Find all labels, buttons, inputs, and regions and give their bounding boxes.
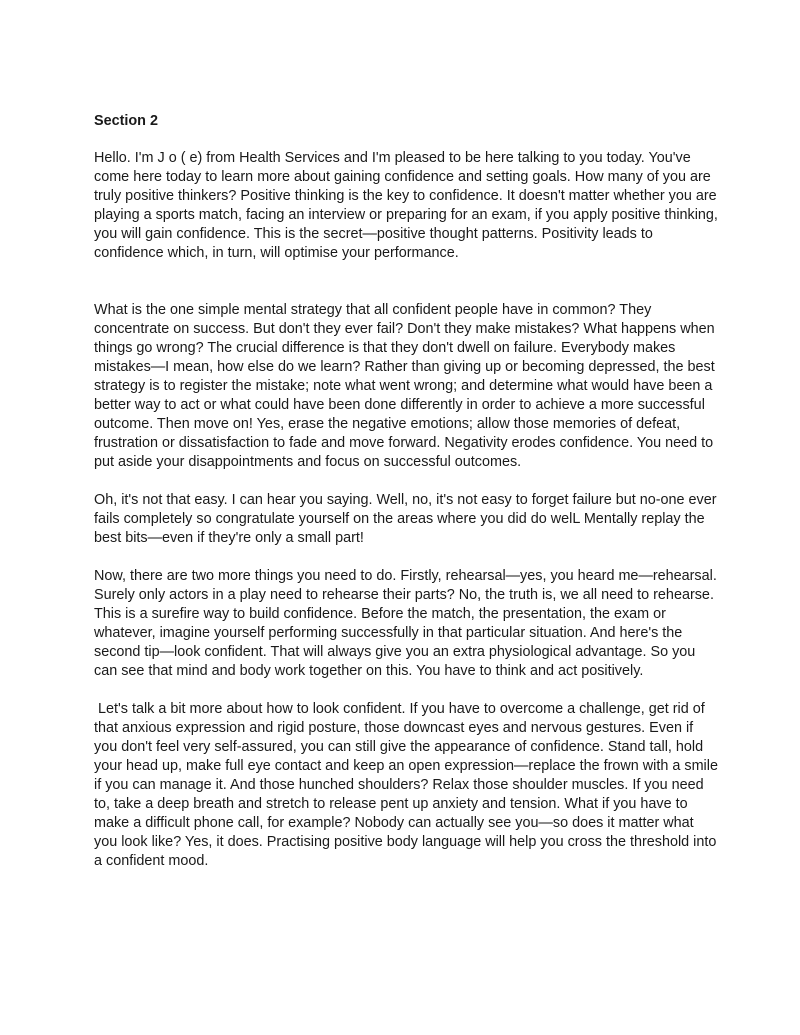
paragraph-spacer [94, 263, 719, 301]
paragraph-spacer [94, 548, 719, 567]
paragraph-look-confident: Let's talk a bit more about how to look confident. If you have to overcome a challenge, get rid of that anxious expression and rigid posture, those downcast eyes and nervous gestures. Even if you don't feel very self-assured, you can still give the appearance of confidence. Stand tall, hold your head up, make full eye contact and keep an open expression—replace the frown with a smile if you can manage it. And those hunched shoulders? Relax those shoulder muscles. If you need to, take a deep breath and stretch to release pent up anxiety and tension. What if you have to make a difficult phone call, for example? Nobody can actually see you—so does it matter what you look like? Yes, it does. Practising positive body language will help you cross the threshold into a confident mood. [94, 701, 722, 869]
paragraph-intro: Hello. I'm J o ( e) from Health Services and I'm pleased to be here talking to you today. You've come here today to learn more about gaining confidence and setting goals. How many of you are truly positive thinkers? Positive thinking is the key to confidence. It doesn't matter whether you are playing a sports match, facing an interview or preparing for an exam, if you apply positive thinking, you will gain confidence. This is the secret—positive thought patterns. Positivity leads to confidence which, in turn, will optimise your performance. [94, 150, 718, 261]
paragraph-rehearsal: Now, there are two more things you need to do. Firstly, rehearsal—yes, you heard me—rehearsal. Surely only actors in a play need to rehearse their parts? No, the truth is, we all need to rehearse. This is a surefire way to build confidence. Before the match, the presentation, the exam or whatever, imagine yourself performing successfully in that particular situation. And here's the second tip—look confident. That will always give you an extra physiological advantage. So you can see that mind and body work together on this. You have to think and act positively. [94, 568, 717, 679]
paragraph-spacer [94, 472, 719, 491]
document-page [94, 112, 722, 871]
paragraph-mental-strategy: What is the one simple mental strategy that all confident people have in common? They concentrate on success. But don't they ever fail? Don't they make mistakes? What happens when things go wrong? The crucial difference is that they don't dwell on failure. Everybody makes mistakes—I mean, how else do we learn? Rather than giving up or becoming depressed, the best strategy is to register the mistake; note what went wrong; and determine what would have been a better way to act or what could have been done differently in order to achieve a more successful outcome. Then move on! Yes, erase the negative emotions; allow those memories of defeat, frustration or dissatisfaction to fade and move forward. Negativity erodes confidence. You need to put aside your disappointments and focus on successful outcomes. [94, 302, 715, 470]
paragraph-spacer [94, 681, 719, 700]
paragraph-not-easy: Oh, it's not that easy. I can hear you saying. Well, no, it's not easy to forget failure but no-one ever fails completely so congratulate yourself on the areas where you did do welL Mentally replay the best bits—even if they're only a small part! [94, 492, 717, 546]
section-title: Section 2 [94, 113, 158, 129]
